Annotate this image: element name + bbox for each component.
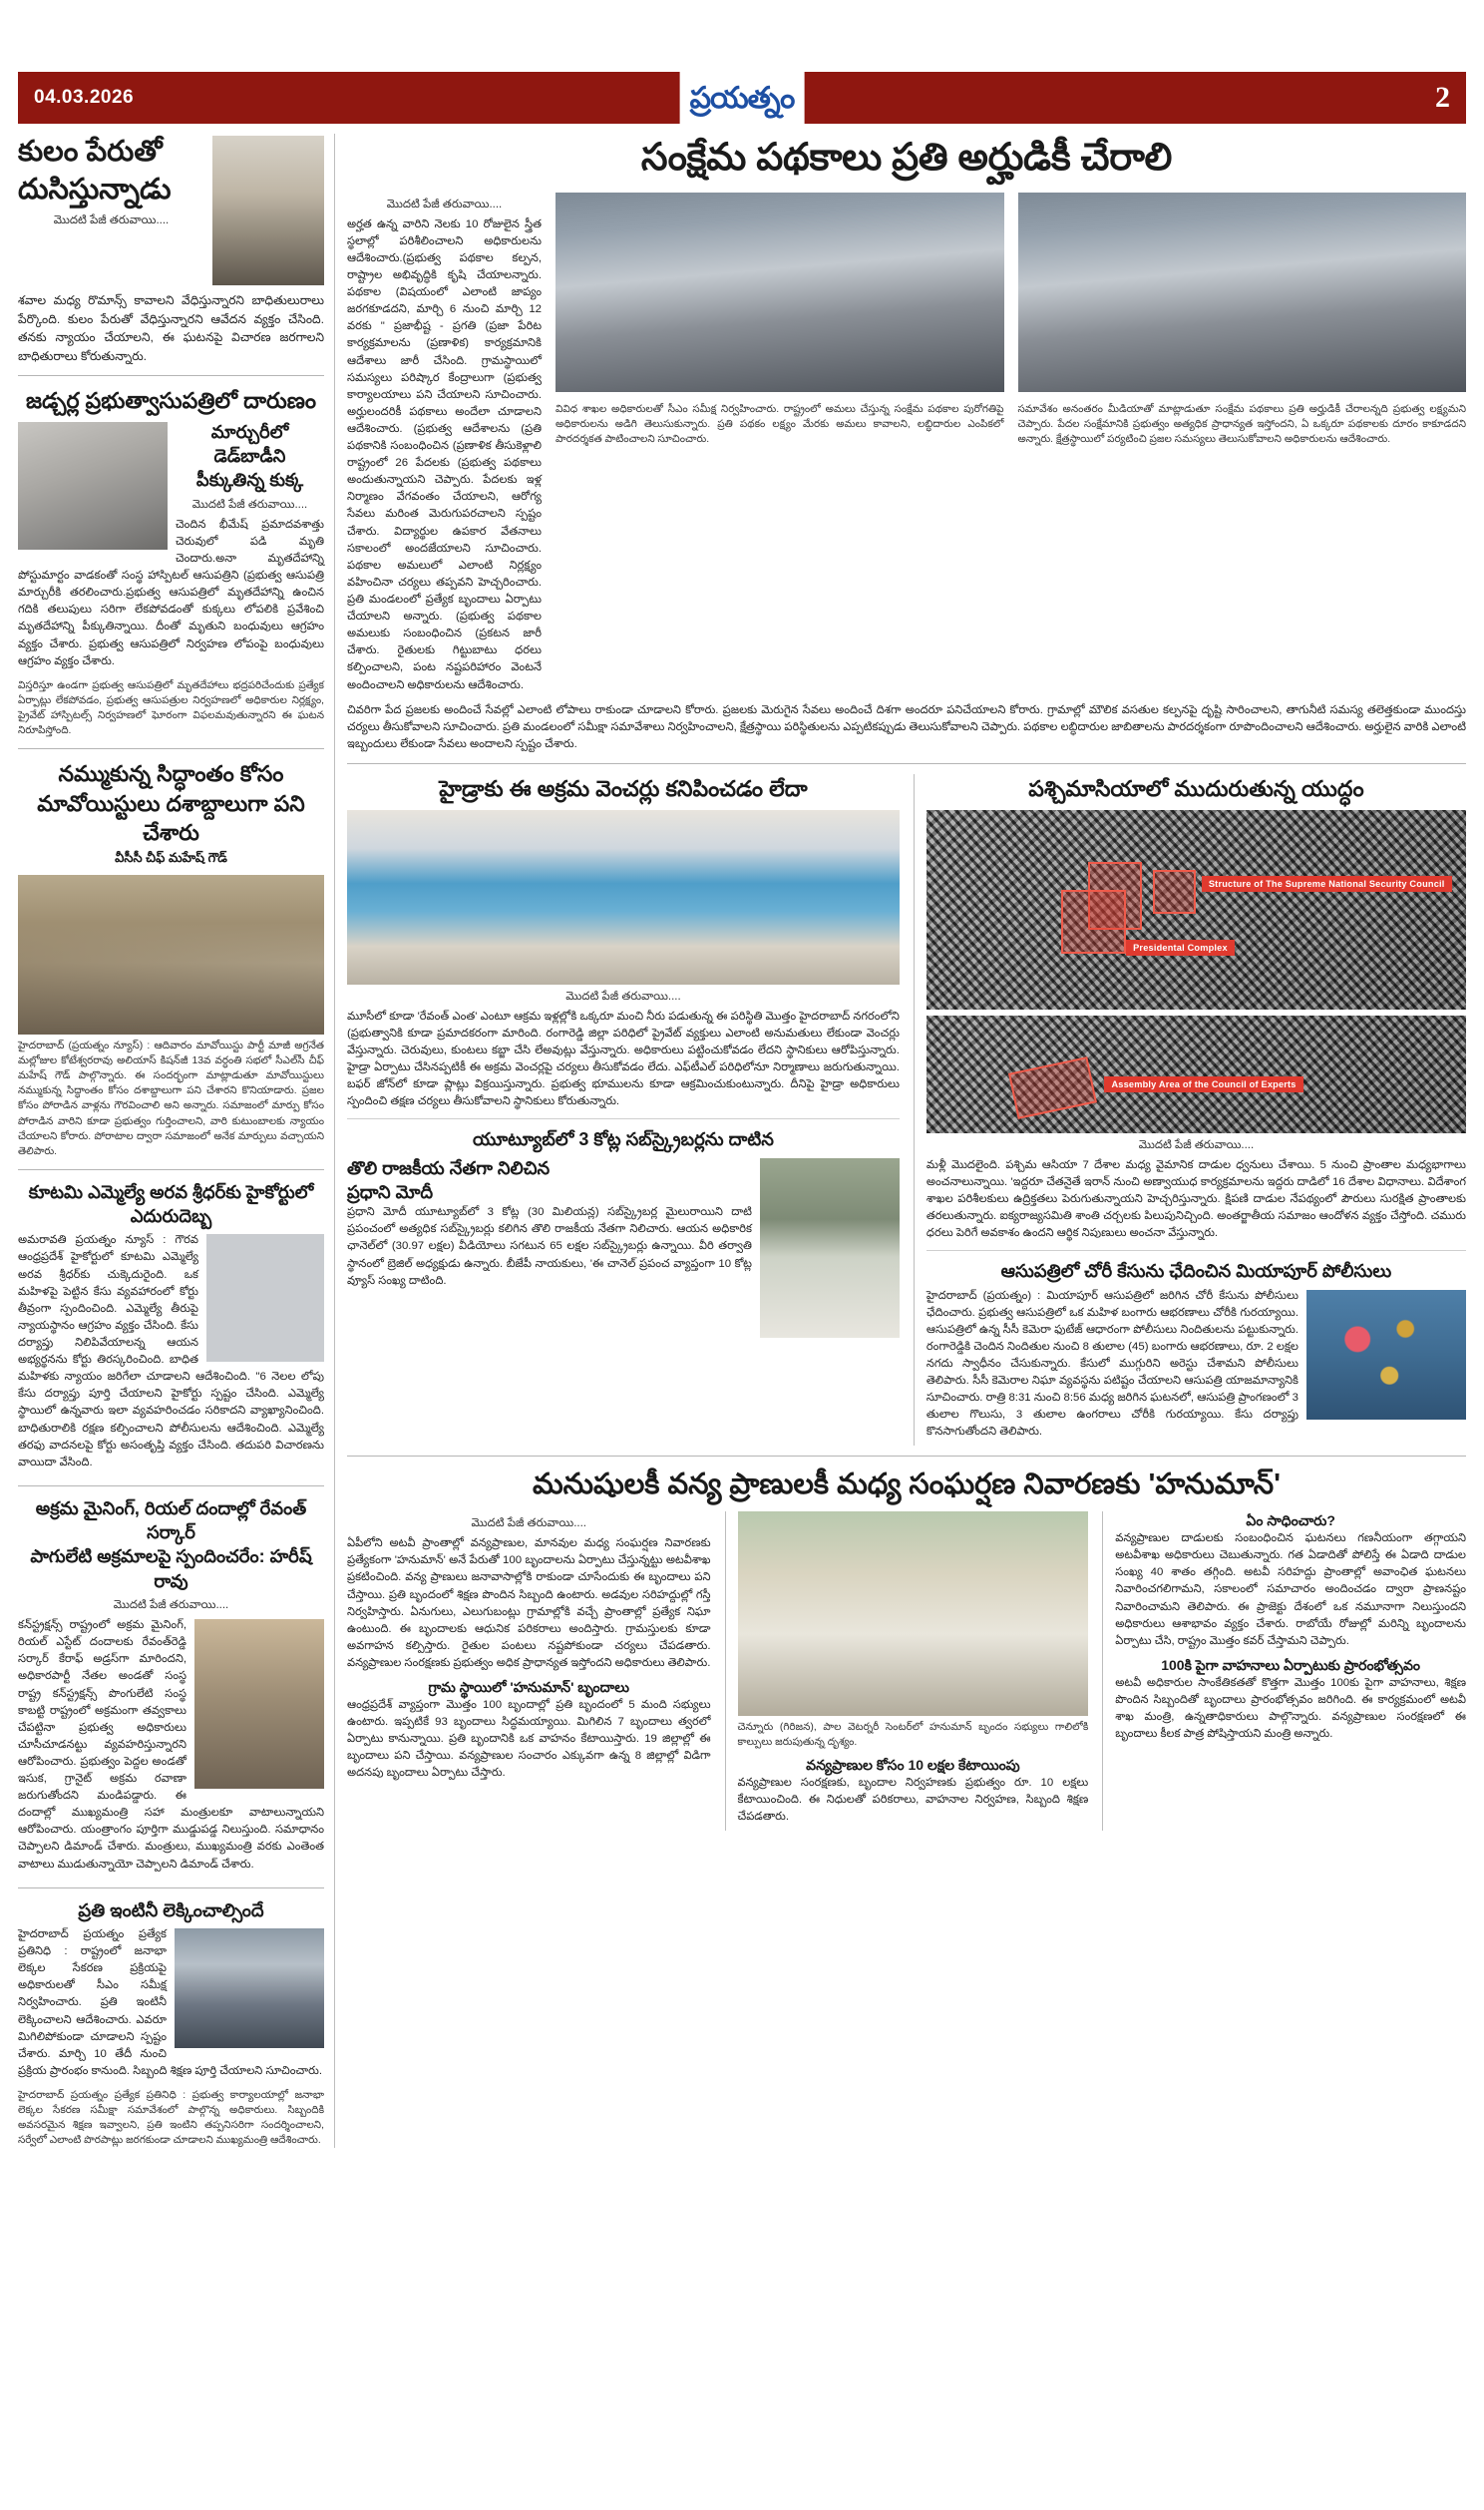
story-mining-real-estate xyxy=(18,1496,324,1878)
story-jadcherla-hospital xyxy=(18,386,324,738)
photo-caption: విస్తరిస్తూ ఉండగా ప్రభుత్వ ఆసుపత్రిలో మృతదేహాలు భద్రపరిచేందుకు ప్రత్యేక ఏర్పాట్లు లేకపోవడం, ప్రభుత్వ ఆసుపత్రుల నిర్వహణలో అధికారుల నిర్లక్ష్యం, ప్రైవేట్ హాస్పిటల్స్ నిర్వహణలో ఘోరంగా విఫలమవుతున్నారని ఈ ఘటన నిరూపిస్తోంది. xyxy=(18,679,324,736)
divider xyxy=(18,748,324,749)
logo-text: ప్రయత్నం xyxy=(689,81,795,115)
map-zone-3 xyxy=(1061,890,1126,954)
sub-headline-line-2: పీక్కుతిన్న కుక్క xyxy=(195,470,304,491)
sub-headline-2: వన్యప్రాణుల కోసం 10 లక్షల కేటాయింపు xyxy=(806,1757,1020,1774)
modi-photo xyxy=(760,1158,900,1338)
satellite-map-2 xyxy=(927,1016,1466,1133)
body-col-3: వన్యప్రాణుల దాడులకు సంబంధించిన ఘటనలు గణనీయంగా తగ్గాయని అటవీశాఖ అధికారులు చెబుతున్నారు. గత ఏడాదితో పోలిస్తే ఈ ఏడాది దాడుల సంఖ్య 40 శాతం తగ్గింది. అటవీ సరిహద్దు ప్రాంతాల్లో అవాంఛిత ఘటనలు నివారించగలిగామని, సకాలంలో సమాచారం అందించడం ద్వారా ప్రాణనష్టం నివారించామని తెలిపారు. ఈ ప్రాజెక్టు దేశంలో ఒక నమూనాగా నిలుస్తుందని అధికారులు ఆశాభావం వ్యక్తం చేశారు. రాబోయే రోజుల్లో మరిన్ని బృందాలను ఏర్పాటు చేసి, రాష్ట్రం మొత్తం కవర్ చేస్తామని చెప్పారు. xyxy=(1115,1532,1466,1647)
story-body: అమరావతి ప్రయత్నం న్యూస్ : గౌరవ ఆంధ్రప్రదేశ్ హైకోర్టులో కూటమి ఎమ్మెల్యే అరవ శ్రీధర్‌కు చుక్కెదురైంది. ఒక మహిళపై పెట్టిన కేసు వ్యవహారంలో కోర్టు తీవ్రంగా స్పందించింది. ఎమ్మెల్యే తీరుపై న్యాయస్థానం ఆగ్రహం వ్యక్తం చేసింది. కేసు దర్యాప్తు నిలిపివేయాలన్న ఆయన అభ్యర్థనను కోర్టు తిరస్కరించింది. బాధిత మహిళకు న్యాయం జరిగేలా చూడాలని ఆదేశించింది. "6 నెలల లోపు కేసు దర్యాప్తు పూర్తి చేయాలని హైకోర్టు స్పష్టం చేసింది. ఎమ్మెల్యే స్థాయిలో ఉన్నవారు ఇలా వ్యవహరించడం సరికాదని వ్యాఖ్యానించింది. బాధితురాలికి రక్షణ కల్పించాలని పోలీసులను ఆదేశించింది. ఎమ్మెల్యే తరఫు వాదనలపై కోర్టు అసంతృప్తి వ్యక్తం చేసింది. తదుపరి విచారణను వాయిదా వేసింది. xyxy=(18,1234,324,1468)
dateline: మొదటి పేజీ తరువాయి.... xyxy=(565,990,681,1003)
headline: కూటమి ఎమ్మెల్యే అరవ శ్రీధర్‌కు హైకోర్టులో ఎదురుదెబ్బ xyxy=(28,1181,314,1227)
dateline: మొదటి పేజీ తరువాయి.... xyxy=(53,214,170,227)
satellite-map xyxy=(927,810,1466,1010)
story-photo xyxy=(18,875,324,1035)
page-body xyxy=(18,134,1466,2148)
headline: జడ్చర్ల ప్రభుత్వాసుపత్రిలో దారుణం xyxy=(25,388,317,414)
right-subhead-2: 100కి పైగా వాహనాలు ఏర్పాటుకు ప్రారంభోత్సవం xyxy=(1161,1656,1421,1673)
body-col-3b: అటవీ అధికారుల సాంకేతికతతో కొత్తగా మొత్తం 100కు పైగా వాహనాలు, శిక్షణ పొందిన సిబ్బందితో బృందాలు ప్రారంభోత్సవం జరిగింది. ఈ కార్యక్రమంలో అటవీ శాఖ మంత్రి, ఉన్నతాధికారులు పాల్గొన్నారు. వన్యప్రాణుల సంరక్షణలో ఈ బృందాలు కీలక పాత్ర పోషిస్తాయని మంత్రి అన్నారు. xyxy=(1115,1676,1466,1741)
headline: పశ్చిమాసియాలో ముదురుతున్న యుద్ధం xyxy=(1028,776,1364,802)
headline-line-2: పాగులేటి అక్రమాలపై స్పందించరేం: హరీష్ రావు xyxy=(30,1546,312,1591)
sub-headline-line-1: మార్చురీలో డెడ్‌బాడీని xyxy=(210,421,289,467)
map-label-assembly-area: Assembly Area of the Council of Experts xyxy=(1104,1076,1302,1092)
lead-story xyxy=(347,134,1466,753)
divider xyxy=(347,1118,900,1119)
dateline: మొదటి పేజీ తరువాయి.... xyxy=(386,198,503,210)
body-col-2: వన్యప్రాణుల సంరక్షణకు, బృందాల నిర్వహణకు ప్రభుత్వం రూ. 10 లక్షలు కేటాయించింది. ఈ నిధులతో పరికరాలు, వాహనాల నిర్వహణ, సిబ్బంది శిక్షణ చేపడతారు. xyxy=(737,1777,1089,1824)
story-kulam-peruto xyxy=(18,134,324,365)
story-hanuman xyxy=(347,1466,1466,1831)
headline-line-3: ప్రధాని మోదీ xyxy=(347,1181,434,1202)
headline: మనుషులకీ వన్య ప్రాణులకీ మధ్య సంఘర్షణ నివారణకు 'హనుమాన్' xyxy=(532,1467,1282,1500)
story-maoist xyxy=(18,759,324,1159)
headline-line-2: తొలి రాజకీయ నేతగా నిలిచిన xyxy=(347,1157,551,1178)
story-photo xyxy=(347,810,900,985)
story-hydra-ventures xyxy=(347,774,900,1446)
dateline: మొదటి పేజీ తరువాయి.... xyxy=(113,1599,229,1612)
left-column xyxy=(18,134,335,2148)
map-label-security-council: Structure of The Supreme National Security Council xyxy=(1202,876,1452,892)
story-body: చెందిన భీమేష్ ప్రమాదవశాత్తు చెరువులో పడి మృతి చెందారు.అనా మృతదేహాన్ని పోస్టుమార్టం వాడకంతో సంస్థ హాస్పిటల్ ఆసుపత్రిని (ప్రభుత్వ ఆసుపత్రి మార్చురీకి తరలించారు.ప్రభుత్వ ఆసుపత్రిలో మృతదేహాన్ని ఉంచిన గదికి తలుపులు సరిగా లేకపోవడంతో కుక్కలు లోపలికి ప్రవేశించి మృతదేహాన్ని పీక్కుతిన్నాయి. దీంతో మృతుని బంధువులు ఆగ్రహం వ్యక్తం చేశారు. ప్రభుత్వ ఆసుపత్రిలో నిర్వహణ లోపంపై బంధువులు ఆగ్రహం వ్యక్తం చేశారు. xyxy=(18,518,324,667)
mid-section xyxy=(347,774,1466,1446)
story-body: మూసీలో కూడా 'రేవంత్ ఎంత' ఎంటూ ఆక్రమ ఇళ్లల్లోకి ఒక్కరూ మంచి నీరు పడుతున్న ఈ పరిస్థితి మొత్తం హైదరాబాద్ నగరంలోని (ప్రభుత్వానికి కూడా ప్రమాదకరంగా మారింది. రంగారెడ్డి జిల్లా పరిధిలో ప్రైవేట్ వ్యక్తులు ఎలాంటి అనుమతులు లేకుండా వెంచర్లు వేస్తున్నారు. చెరువులు, కుంటలు కబ్జా చేసి లేఅవుట్లు వేస్తున్నారు. అధికారులు పట్టించుకోవడం లేదని స్థానికులు ఆరోపిస్తున్నారు. హైడ్రా ఏర్పాటు చేసినప్పటికీ ఈ అక్రమ వెంచర్లపై చర్యలు తీసుకోవడం లేదు. ఎఫ్‌టీఎల్ పరిధిలోనూ నిర్మాణాలు జరుగుతున్నాయి. బఫర్ జోన్‌లో కూడా ప్లాట్లు విక్రయిస్తున్నారు. ప్రభుత్వ భూములను కూడా ఆక్రమించుకుంటున్నారు. దీనిపై హైడ్రా అధికారులు స్పందించి తక్షణ చర్యలు తీసుకోవాలని స్థానికులు కోరుతున్నారు. xyxy=(347,1010,900,1108)
headline-line-1: కులం పేరుతో xyxy=(18,136,163,168)
headline-line-2: మావోయిస్టులు దశాబ్దాలుగా పని చేశారు xyxy=(37,790,305,846)
lead-photo-right xyxy=(1018,193,1467,392)
lead-text-col xyxy=(347,193,542,698)
main-column xyxy=(335,134,1466,2148)
divider xyxy=(18,375,324,376)
lead-headline: సంక్షేమ పథకాలు ప్రతి అర్హుడికీ చేరాలి xyxy=(640,137,1173,179)
map-zone-2 xyxy=(1153,870,1196,914)
lead-photo-left xyxy=(556,193,1004,392)
headline: హైడ్రాకు ఈ అక్రమ వెంచర్లు కనిపించడం లేదా xyxy=(439,776,808,802)
divider xyxy=(347,1456,1466,1457)
newspaper-page xyxy=(0,72,1484,2510)
story-photo xyxy=(212,136,324,285)
publication-date: 04.03.2026 xyxy=(34,87,135,108)
byline: వీసీసీ చీఫ్ మహేష్ గౌడ్ xyxy=(115,850,227,866)
story-photo xyxy=(194,1619,324,1789)
photo-caption: హైదరాబాద్ ప్రయత్నం ప్రత్యేక ప్రతినిధి : ప్రభుత్వ కార్యాలయాల్లో జనాభా లెక్కల సేకరణ సమీక్షా సమావేశంలో పాల్గొన్న అధికారులు. సిబ్బందికి అవసరమైన శిక్షణ ఇవ్వాలని, ప్రతి ఇంటిని తప్పనిసరిగా సందర్శించాలని, సర్వేలో ఎలాంటి పొరపాట్లు జరగకుండా చూడాలని ముఖ్యమంత్రి ఆదేశించారు. xyxy=(18,2089,324,2147)
map-zone-4 xyxy=(1008,1056,1097,1119)
story-photo xyxy=(175,1928,324,2048)
lead-caption-right: సమావేశం అనంతరం మీడియాతో మాట్లాడుతూ సంక్షేమ పథకాలు ప్రతి అర్హుడికీ చేరాలన్నది ప్రభుత్వ లక్ష్యమని చెప్పారు. పేదల సంక్షేమానికి ప్రభుత్వం అత్యధిక ప్రాధాన్యత ఇస్తోందని, ఏ ఒక్కరూ పథకాలకు దూరం కాకూడదని అన్నారు. క్షేత్రస్థాయిలో పర్యటించి ప్రజల సమస్యలు తెలుసుకోవాలని అధికారులను ఆదేశించారు. xyxy=(1017,403,1466,445)
dateline: మొదటి పేజీ తరువాయి.... xyxy=(1138,1138,1255,1151)
headline-line-1: అక్రమ మైనింగ్, రియల్ దందాల్లో రేవంత్ సర్కార్ xyxy=(35,1497,307,1543)
divider xyxy=(927,1250,1466,1251)
right-subhead-1: ఏం సాధించారు? xyxy=(1246,1512,1335,1529)
page-number: 2 xyxy=(1435,81,1450,114)
story-mla-sridhar xyxy=(18,1180,324,1475)
map-label-presidential-complex: Presidental Complex xyxy=(1126,940,1235,956)
headline-line-1: నమ్ముకున్న సిద్ధాంతం కోసం xyxy=(58,761,284,787)
story-body: హైదరాబాద్ ప్రయత్నం ప్రత్యేక ప్రతినిధి : రాష్ట్రంలో జనాభా లెక్కల సేకరణ ప్రక్రియపై అధికారులతో సీఎం సమీక్ష నిర్వహించారు. ప్రతి ఇంటినీ లెక్కించాలని ఆదేశించారు. ఎవరూ మిగిలిపోకుండా చూడాలని స్పష్టం చేశారు. మార్చి 10 తేదీ నుంచి ప్రక్రియ ప్రారంభం కానుంది. సిబ్బంది శిక్షణ పూర్తి చేయాలని సూచించారు. xyxy=(18,1928,322,2077)
photo-caption: చెన్నూరు (గిరిజన), పాల వెటర్నరీ సెంటర్‌లో హనుమాన్ బృందం సభ్యులు గాలిలోకి కాల్పులు జరుపుతున్న దృశ్యం. xyxy=(737,1722,1089,1749)
story-house-count xyxy=(18,1898,324,2149)
body-col-1b: ఆంధ్రప్రదేశ్ వ్యాప్తంగా మొత్తం 100 బృందాల్లో ప్రతి బృందంలో 5 మంది సభ్యులు ఉంటారు. ఇప్పటికే 93 బృందాలు సిద్ధమయ్యాయి. మిగిలిన 7 బృందాలు త్వరలో ఏర్పాటు కానున్నాయి. ప్రతి బృందానికి ఒక వాహనం కేటాయిస్తారు. 19 జిల్లాల్లో ఈ బృందాలు పని చేస్తాయి. వన్యప్రాణుల సంచారం ఎక్కువగా ఉన్న 8 జిల్లాల్లో విడిగా అదనపు బృందాలు ఏర్పాటు చేస్తారు. xyxy=(347,1698,711,1780)
story-body: ప్రధాని మోదీ యూట్యూబ్‌లో 3 కోట్ల (30 మిలియన్ల) సబ్‌స్క్రైబర్ల మైలురాయిని దాటి ప్రపంచంలో అత్యధిక సబ్‌స్క్రైబర్లు కలిగిన తొలి రాజకీయ నేతగా నిలిచారు. ఆయన అధికారిక ఛానెల్‌లో (30.97 లక్షల) వీడియోలు సగటున 65 లక్షల సబ్‌స్క్రైబర్లు ఉన్నాయి. వీరి తర్వాతి స్థానంలో బ్రెజిల్ అధ్యక్షుడు ఉన్నారు. బీజేపీ నాయకులు, 'ఈ చానెల్ ప్రపంచ వ్యాప్తంగా 10 కోట్ల వ్యూస్ సంఖ్య దాటింది. xyxy=(347,1206,752,1287)
hanuman-col-2 xyxy=(725,1511,1089,1830)
lead-photo-col xyxy=(556,193,1466,698)
headline: ప్రతి ఇంటినీ లెక్కించాల్సిందే xyxy=(78,1899,264,1920)
dateline: మొదటి పేజీ తరువాయి.... xyxy=(191,498,308,511)
photo-caption: హైదరాబాద్ (ప్రయత్నం న్యూస్) : ఆదివారం మావోయిస్టు పార్టీ మాజీ అగ్రనేత మల్లోజుల కోటేశ్వరరావు అలియాస్ కిషన్‌జీ 13వ వర్ధంతి సభలో సీఎల్‌సీ చీఫ్ మహేష్ గౌడ్ పాల్గొన్నారు. ఈ సందర్భంగా మాట్లాడుతూ మావోయిస్టులు నమ్ముకున్న సిద్ధాంతం కోసం దశాబ్దాలుగా పని చేశారని కొనియాడారు. ప్రజల కోసం పోరాడిన వాళ్లను గౌరవించాలి అని అన్నారు. సమాజంలో మార్పు కోసం పోరాడిన వారిని కూడా ప్రభుత్వం గుర్తించాలని, వారి కుటుంబాలకు న్యాయం చేయాలని కోరారు. పోరాటాల ద్వారా సమాజంలో అనేక మార్పులు వచ్చాయని తెలిపారు. xyxy=(18,1041,324,1157)
masthead-bar xyxy=(18,72,1466,124)
divider xyxy=(18,1887,324,1888)
body-col-1: ఏపీలోని అటవీ ప్రాంతాల్లో వన్యప్రాణుల, మానవుల మధ్య సంఘర్షణ నివారణకు ప్రత్యేకంగా 'హనుమాన్' అనే పేరుతో 100 బృందాలను ఏర్పాటు చేస్తున్నట్టు అటవీశాఖ ప్రకటించింది. వన్య ప్రాణులు జనావాసాల్లోకి రాకుండా చూసేందుకు ఈ బృందాలు పని చేస్తాయి. ప్రతి బృందంలో శిక్షణ పొందిన సిబ్బంది ఉంటారు. అడవుల సరిహద్దుల్లో గస్తీ నిర్వహిస్తారు. ఏనుగులు, ఎలుగుబంట్లు గ్రామాల్లోకి వచ్చే ప్రాంతాల్లో ప్రత్యేక నిఘా ఉంటుంది. ఈ బృందాలకు ఆధునిక పరికరాలు అందిస్తారు. గ్రామస్తులకు కూడా అవగాహన కల్పిస్తారు. రైతుల పంటలు నష్టపోకుండా చర్యలు చేపడతారు. వన్యప్రాణుల సంరక్షణకు ప్రభుత్వం అధిక ప్రాధాన్యత ఇస్తోందని అధికారులు తెలిపారు. xyxy=(347,1537,711,1669)
hanuman-photo xyxy=(738,1511,1089,1716)
story-hospital-theft xyxy=(927,1259,1466,1445)
divider xyxy=(18,1485,324,1486)
headline-line-2: దుసిస్తున్నాడు xyxy=(18,173,172,206)
divider xyxy=(18,1169,324,1170)
lead-body-col2: చివరిగా పేద ప్రజలకు అందించే సేవల్లో ఎలాంటి లోపాలు రాకుండా చూడాలని కోరారు. ప్రజలకు మెరుగైన సేవలు అందించే దిశగా అందరూ పనిచేయాలని కోరారు. గ్రామాల్లో మౌలిక వసతుల కల్పనపై దృష్టి సారించాలని, తాగునీటి సమస్య తలెత్తకుండా ముందస్తు చర్యలు తీసుకోవాలని సూచించారు. ప్రతి మండలంలో సమీక్షా సమావేశాలు నిర్వహించాలని, క్షేత్రస్థాయి పరిస్థితులను ఎప్పటికప్పుడు తెలుసుకోవాలని చెప్పారు. పథకాల లబ్ధిదారుల జాబితాలను పారదర్శకంగా రూపొందించాలని ఆదేశించారు. అర్హులైన వారికి ఎలాంటి ఇబ్బందులు లేకుండా సేవలు అందాలని స్పష్టం చేశారు. xyxy=(347,703,1466,750)
headline-line-1: యూట్యూబ్‌లో 3 కోట్ల సబ్‌స్క్రైబర్లను దాటిన xyxy=(473,1129,774,1150)
story-modi-youtube xyxy=(347,1127,900,1343)
divider xyxy=(347,763,1466,764)
sub-headline-1: గ్రామ స్థాయిలో 'హనుమాన్' బృందాలు xyxy=(428,1679,629,1696)
headline: ఆసుపత్రిలో చోరీ కేసును ఛేదించిన మియాపూర్ పోలీసులు xyxy=(1000,1261,1392,1282)
dateline: మొదటి పేజీ తరువాయి.... xyxy=(471,1517,586,1530)
story-body: హైదరాబాద్ (ప్రయత్నం) : మియాపూర్ ఆసుపత్రిలో జరిగిన చోరీ కేసును పోలీసులు ఛేదించారు. ప్రభుత్వ ఆసుపత్రిలో ఒక మహిళ బంగారు ఆభరణాలు చోరీకి గురయ్యాయి. ఆసుపత్రిలో ఉన్న సీసీ కెమెరా ఫుటేజ్ ఆధారంగా పోలీసులు నిందితులను పట్టుకున్నారు. రంగారెడ్డికి చెందిన నిందితుల నుంచి 8 తులాల (45) బంగారు ఆభరణాలు, రూ. 2 లక్షల నగదు స్వాధీనం చేసుకున్నారు. కేసులో ముగ్గురిని అరెస్టు చేశామని పోలీసులు తెలిపారు. సీసీ కెమెరాల నిఘా వ్యవస్థను పటిష్టం చేయాలని ఆసుపత్రి యాజమాన్యానికి సూచించారు. రాత్రి 8:31 నుంచి 8:56 మధ్య జరిగిన ఘటనలో, ఆసుపత్రి ప్రాంగణంలో 3 తులాల గొలుసు, 3 తులాల ఉంగరాలు చోరీకి గురయ్యాయి. కేసు దర్యాప్తు కొనసాగుతోందని తెలిపారు. xyxy=(926,1289,1298,1439)
story-body: కన్‌స్ట్రక్షన్స్ రాష్ట్రంలో అక్రమ మైనింగ్, రియల్ ఎస్టేట్ దందాలకు రేవంత్‌రెడ్డి సర్కార్ కేరాఫ్ అడ్రస్‌గా మారిందని, అధికారపార్టీ నేతల అండతో సంస్థ రాష్ట్ర కన్‌స్ట్రక్షన్స్ పొంగులేటి సంస్థ కాబట్టి రాష్ట్రంలో అక్రమంగా తవ్వకాలు చేపట్టినా ప్రభుత్వ అధికారులు చూసీచూడనట్టు వ్యవహరిస్తున్నారని ఆరోపించారు. ప్రభుత్వం పెద్దల అండతో ఇసుక, గ్రానైట్ అక్రమ రవాణా జరుగుతోందని మండిపడ్డారు. ఈ దందాల్లో ముఖ్యమంత్రి సహా మంత్రులకూ వాటాలున్నాయని ఆరోపించారు. యంత్రాంగం పూర్తిగా ముడ్డుపడ్డ నిలుస్తుంది. సమాధానం చెప్పాలని డిమాండ్ చేశారు. మంత్రులు, ముఖ్యమంత్రి వరకు ఎంతెంత వాటాలు ముడుతున్నాయో చెప్పాలని డిమాండ్ చేశారు. xyxy=(18,1619,324,1871)
lead-body-col1: అర్హత ఉన్న వారిని నెలకు 10 రోజులైన స్త్రీత స్థలాల్లో పరిశీలించాలని అధికారులను ఆదేశించారు.(ప్రభుత్వ పథకాల కల్పన, రాష్ట్రాల అభివృద్ధికి కృషి చేయాలన్నారు. పథకాల (విషయంలో ఎలాంటి జాప్యం జరగకూడదని, మార్చి 6 నుంచి మార్చి 12 వరకు " ప్రజాభీష్ట - ప్రగతి (ప్రజా పేరిట కార్యక్రమాలను (ప్రణాళిక) కార్యక్రమానికి ఆదేశాలు జారీ చేసింది. గ్రామస్థాయిలో సమస్యలు పరిష్కార కేంద్రాలుగా (ప్రభుత్వ కార్యాలయాలు పని చేయాలని సూచించారు. అర్హులందరికీ పథకాలు అందేలా చూడాలని ఆదేశించారు. (ప్రభుత్వ ఆదేశాలను (ప్రతి పథకానికి సంబంధించిన (ప్రణాళిక తీసుకెళ్లాలి రాష్ట్రంలో 26 పేదలకు (ప్రభుత్వ పథకాలు అందుతున్నాయని చెప్పారు. పేదలకు ఇళ్ల నిర్మాణం వేగవంతం చేయాలని, ఆరోగ్య సేవలు మరింత మెరుగుపరచాలని స్పష్టం చేశారు. విద్యార్థుల ఉపకార వేతనాలు సకాలంలో అందజేయాలని సూచించారు. పథకాల అమలులో ఎలాంటి నిర్లక్ష్యం వహించినా చర్యలు తప్పవని హెచ్చరించారు. ప్రతి మండలంలో ప్రత్యేక బృందాలు ఏర్పాటు చేయాలని అన్నారు. (ప్రభుత్వ పథకాల అమలుకు సంబంధించిన (ప్రకటన జారీ చేశారు. రైతులకు గిట్టుబాటు ధరలు కల్పించాలని, పంట నష్టపరిహారం వెంటనే అందించాలని అధికారులను ఆదేశించారు. xyxy=(347,217,542,691)
story-photo xyxy=(18,422,168,550)
story-photo xyxy=(206,1234,324,1362)
newspaper-logo xyxy=(680,66,805,134)
story-body: శవాల మధ్య రొమాన్స్ కావాలని వేధిస్తున్నారని బాధితులురాలు పేర్కొంది. కులం పేరుతో వేధిస్తున్నారని ఆవేదన వ్యక్తం చేసింది. తనకు న్యాయం చేయాలని, ఈ ఘటనపై విచారణ జరగాలని బాధితురాలు కోరుతున్నారు. xyxy=(18,293,324,363)
story-west-asia-war xyxy=(914,774,1466,1446)
story-photo xyxy=(1306,1290,1466,1420)
hanuman-col-3 xyxy=(1102,1511,1466,1830)
story-body: మళ్లీ మొదలైంది. పశ్చిమ ఆసియా 7 దేశాల మధ్య వైమానిక దాడుల ధ్వనులు చేశాయి. 5 నుంచి ప్రాంతాల మధ్యభాగాలు అంచనాలున్నాయి. 'ఇద్దరూ చేతనైతే ఇరాన్ నుంచి అణ్వాయుధ కార్యక్రమాలను ఇద్దరు దాడిలో 16 దేశాల విధానాలు. విదేశాంగ శాఖల పరిశీలకులు ఉద్రిక్తతలు పెరుగుతున్నాయని హెచ్చరిస్తున్నారు. క్షిపణి దాడుల నేపథ్యంలో పౌరులు సురక్షిత ప్రాంతాలకు తరలుతున్నారు. ఐక్యరాజ్యసమితి శాంతి చర్చలకు పిలుపునిచ్చింది. అంతర్జాతీయ సమాజం ఆందోళన వ్యక్తం చేస్తోంది. చమురు ధరలు పెరిగే అవకాశం ఉందని ఆర్థిక నిపుణులు అంచనా వేస్తున్నారు. xyxy=(926,1158,1466,1240)
lead-caption-left: వివిధ శాఖల అధికారులతో సీఎం సమీక్ష నిర్వహించారు. రాష్ట్రంలో అమలు చేస్తున్న సంక్షేమ పథకాల పురోగతిపై అధికారులను అడిగి తెలుసుకున్నారు. ప్రతి పథకం లక్ష్యం మేరకు అమలు కావాలని, లబ్ధిదారుల ఎంపికలో పారదర్శకత పాటించాలని సూచించారు. xyxy=(556,403,1004,445)
hanuman-col-1 xyxy=(347,1511,711,1830)
